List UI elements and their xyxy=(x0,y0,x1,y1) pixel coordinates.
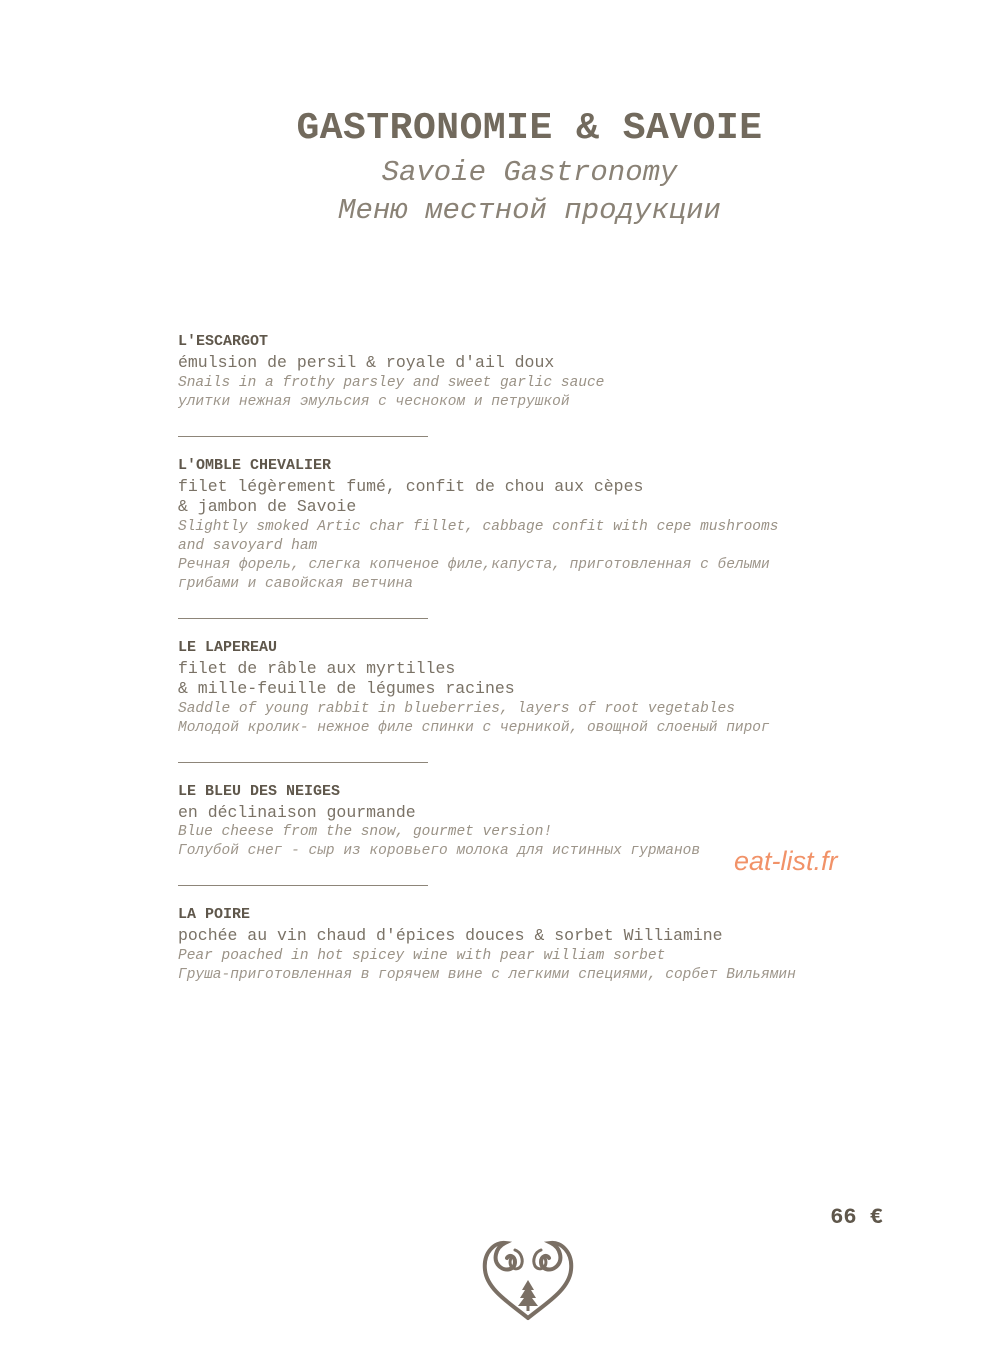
course-description-fr: & mille-feuille de légumes racines xyxy=(178,679,515,698)
heart-with-fir-tree-icon xyxy=(481,1238,575,1322)
course-description-en: Blue cheese from the snow, gourmet version! xyxy=(178,824,553,840)
course-description-en: Slightly smoked Artic char fillet, cabbage confit with cepe mushrooms xyxy=(178,518,779,535)
menu-course xyxy=(178,904,918,985)
course-description-en: Pear poached in hot spicey wine with pear william sorbet xyxy=(178,947,666,964)
course-description-ru: Груша-приготовленная в горячем вине с легкими специями, сорбет Вильямин xyxy=(178,966,796,983)
menu-course xyxy=(178,331,918,412)
course-description-ru: улитки нежная эмульсия с чесноком и петрушкой xyxy=(178,393,570,410)
course-name: L'OMBLE CHEVALIER xyxy=(178,456,332,474)
course-description-ru: Голубой снег - сыр из коровьего молока для истинных гурманов xyxy=(178,843,701,859)
course-name: LA POIRE xyxy=(178,906,251,923)
course-description-fr: pochée au vin chaud d'épices douces & sorbet Williamine xyxy=(178,926,723,945)
course-name: LE BLEU DES NEIGES xyxy=(178,782,341,800)
menu-course xyxy=(178,455,918,594)
course-name: LE LAPEREAU xyxy=(178,638,278,656)
menu-price: 66 € xyxy=(830,1205,883,1230)
course-divider xyxy=(178,762,428,763)
course-description-en: Saddle of young rabbit in blueberries, layers of root vegetables xyxy=(178,700,735,717)
watermark-text: eat-list.fr xyxy=(734,846,838,876)
course-description-en: Snails in a frothy parsley and sweet garlic sauce xyxy=(178,374,605,391)
course-description-ru: грибами и савойская ветчина xyxy=(178,575,413,592)
menu-course xyxy=(178,637,918,738)
course-description-ru: Молодой кролик- нежное филе спинки с черникой, овощной слоеный пирог xyxy=(178,719,770,736)
course-divider xyxy=(178,618,428,619)
course-description-fr: filet légèrement fumé, confit de chou aux cèpes xyxy=(178,476,644,496)
course-description-fr: en déclinaison gourmande xyxy=(178,802,416,822)
page-subtitle-en: Savoie Gastronomy xyxy=(381,156,678,189)
course-description-fr: filet de râble aux myrtilles xyxy=(178,658,456,678)
course-divider xyxy=(178,436,428,437)
course-description-en: and savoyard ham xyxy=(178,537,318,554)
course-description-fr: émulsion de persil & royale d'ail doux xyxy=(178,353,555,372)
course-description-ru: Речная форель, слегка копченое филе,капуста, приготовленная с белыми xyxy=(178,556,770,573)
page-subtitle-ru: Меню местной продукции xyxy=(338,194,721,227)
course-name: L'ESCARGOT xyxy=(178,333,269,350)
course-divider xyxy=(178,885,428,886)
menu-header xyxy=(0,104,989,230)
course-description-fr: & jambon de Savoie xyxy=(178,497,357,516)
page-title: GASTRONOMIE & SAVOIE xyxy=(296,107,763,150)
menu-courses xyxy=(178,331,918,985)
